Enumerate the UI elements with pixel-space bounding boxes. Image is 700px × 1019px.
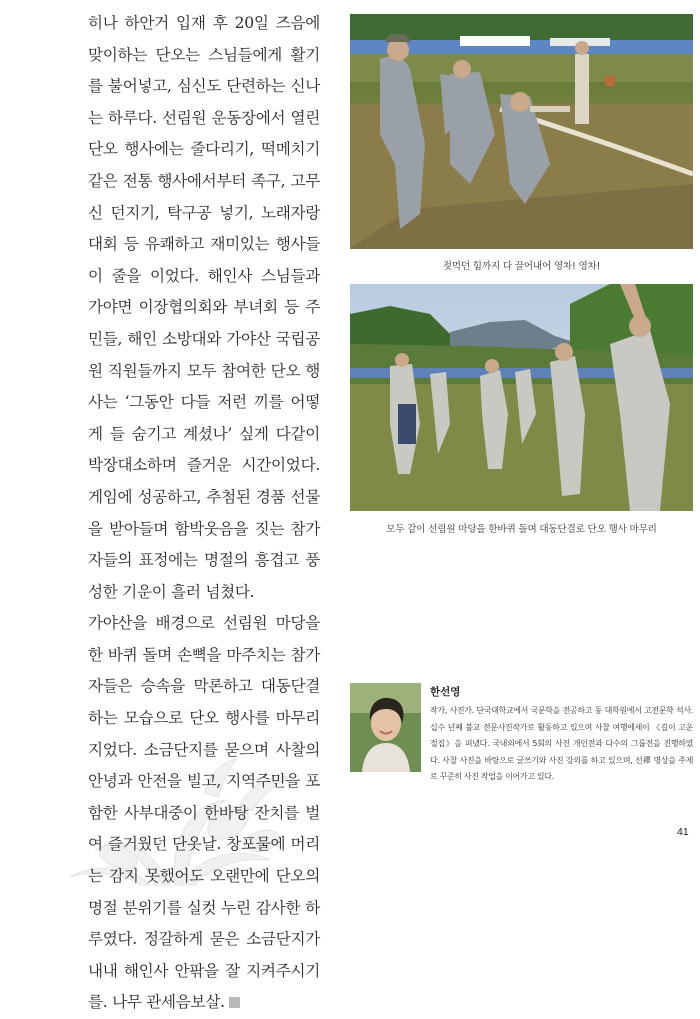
photo1-caption: 젖먹던 힘까지 다 끌어내어 영차! 영차! xyxy=(442,261,601,272)
author-photo xyxy=(350,683,421,772)
photo2-caption: 모두 같이 선림원 마당을 한바퀴 돌며 대동단결로 단오 행사 마무리 xyxy=(386,524,657,535)
article-body xyxy=(88,8,320,1019)
article-paragraph-2 xyxy=(88,608,320,1019)
square-end-mark-icon xyxy=(229,997,240,1008)
author-bio: 작가, 사진가. 단국대학교에서 국문학을 전공하고 동 대학원에서 고전문학 석사. 십수 년째 불교 전문사진작가로 활동하고 있으며 사찰 여행에세이 《길이 고운 절집》을 펴냈다. 국내외에서 5회의 사진 개인전과 다수의 그룹전을 진행하였다. 사찰 사진을 바탕으로 글쓰기와 사진 강의를 하고 있으며, 선禪 명상을 주제로 꾸준히 사진 작업을 이어가고 있다. xyxy=(430,706,693,782)
article-paragraph-1: 히나 하안거 입재 후 20일 즈음에 맞이하는 단오는 스님들에게 활기를 불어넣고, 심신도 단련하는 신나는 하루다. 선림원 운동장에서 열린 단오 행사에는 줄다리기, 떡메치기 같은 전통 행사에서부터 족구, 고무신 던지기, 탁구공 넣기, 노래자랑 대회 등 유쾌하고 재미있는 행사들이 줄을 이었다. 해인사 스님들과 가야면 이장협의회와 부녀회 등 주민들, 해인 소방대와 가야산 국립공원 직원들까지 모두 참여한 단오 행사는 ‘그동안 다들 저런 끼를 어떻게 들 숨기고 계셨나’ 싶게 다같이 박장대소하며 즐거운 시간이었다. 게임에 성공하고, 추첨된 경품 선물을 받아들며 함박웃음을 짓는 참가자들의 표정에는 명절의 흥겹고 풍성한 기운이 흘러 넘쳤다. xyxy=(88,14,320,601)
page-number: 41 xyxy=(677,826,689,838)
author-name: 한선영 xyxy=(430,686,461,698)
article-paragraph-2-text: 가야산을 배경으로 선림원 마당을 한 바퀴 돌며 손뼉을 마주치는 참가자들은 승속을 막론하고 대동단결하는 모습으로 단오 행사를 마무리지었다. 소금단지를 묻으며 사찰의 안녕과 안전을 빌고, 지역주민을 포함한 사부대중이 한바탕 잔치를 벌여 즐거웠던 단옷날. 창포물에 머리는 감지 못했어도 오랜만에 단오의 명절 분위기를 실컷 누린 감사한 하루였다. 정갈하게 묻은 소금단지가 내내 해인사 안팎을 잘 지켜주시기를. 나무 관세음보살. xyxy=(88,614,320,1012)
photo-tug-of-war xyxy=(350,14,693,249)
photo-circle-dance xyxy=(350,284,693,511)
